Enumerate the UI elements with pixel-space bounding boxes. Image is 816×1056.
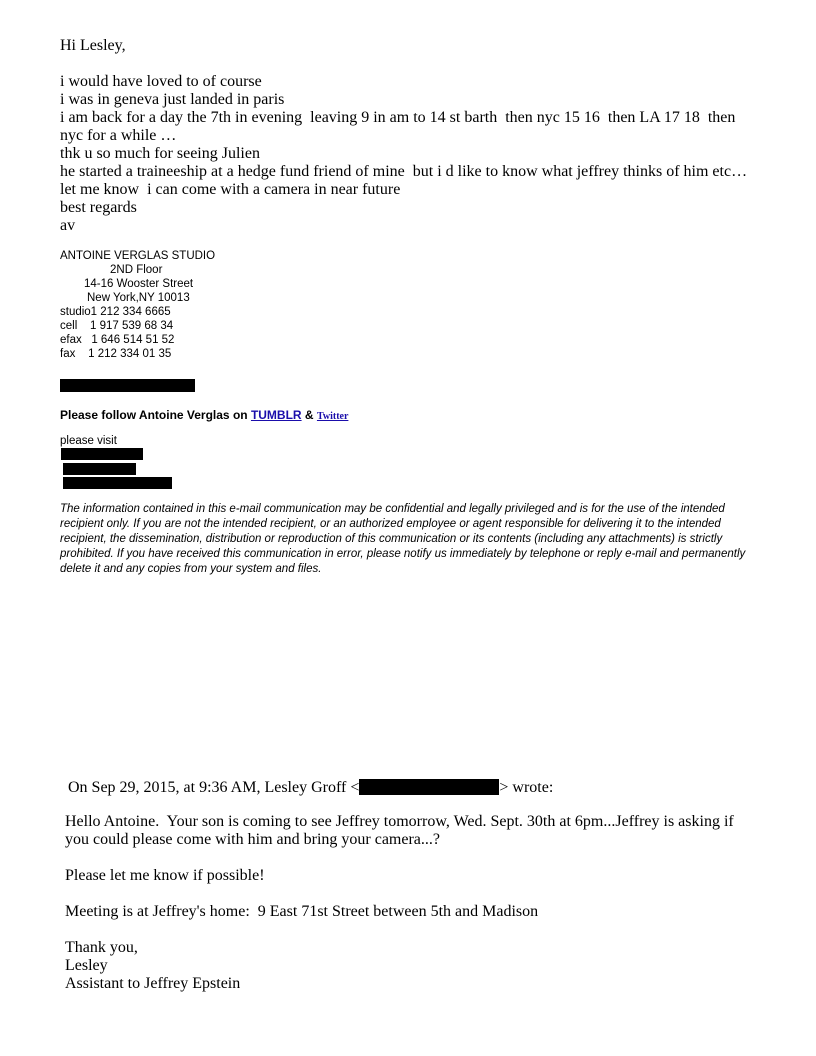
quoted-para2: Please let me know if possible!: [65, 867, 265, 884]
disclaimer: The information contained in this e-mail communication may be confidential and legally privileged and is for the use of the intended recipient only. If you are not the intended recipient, or an authorized employee or agent responsible for delivering it to the intended recipient, the dissemination, distribution or reproduction of this communication or its contents (including any attachments) is strictly prohibited. If you have received this communication in error, please notify us immediately by telephone or reply e-mail and permanently delete it and any copies from your system and files.: [60, 503, 746, 575]
reply-line: let me know i can come with a camera in near future: [60, 181, 401, 198]
follow-prefix: Please follow Antoine Verglas on: [60, 408, 251, 422]
quoted-title: Assistant to Jeffrey Epstein: [65, 975, 241, 992]
redacted-link[interactable]: [63, 477, 172, 489]
quoted-para1-line1: Hello Antoine. Your son is coming to see Jeffrey tomorrow, Wed. Sept. 30th at 6pm...Jeffrey is asking if: [65, 813, 734, 830]
reply-line: av: [60, 217, 76, 234]
studio-street: 14-16 Wooster Street: [84, 278, 194, 290]
reply-line: he started a traineeship at a hedge fund friend of mine but i d like to know what jeffrey thinks of him etc…: [60, 163, 748, 180]
quoted-header-prefix: On Sep 29, 2015, at 9:36 AM, Lesley Groff <: [68, 779, 360, 796]
quoted-body: [65, 813, 734, 993]
reply-line: i was in geneva just landed in paris: [60, 91, 285, 108]
quoted-header: [60, 761, 553, 797]
quoted-para1-line2: you could please come with him and bring your camera...?: [65, 831, 440, 848]
redacted-email: [60, 379, 195, 392]
studio-floor: 2ND Floor: [110, 264, 163, 276]
redacted-sender-email: [359, 779, 499, 795]
visit-label: please visit: [60, 435, 117, 447]
redacted-link[interactable]: [61, 448, 143, 460]
tumblr-link[interactable]: TUMBLR: [250, 408, 302, 422]
studio-name: ANTOINE VERGLAS STUDIO: [60, 250, 216, 262]
greeting: Hi Lesley,: [60, 37, 126, 54]
follow-amp: &: [301, 408, 317, 422]
fax-number: fax 1 212 334 01 35: [60, 348, 172, 360]
cell-phone: cell 1 917 539 68 34: [60, 320, 174, 332]
reply-line: i am back for a day the 7th in evening leaving 9 in am to 14 st barth then nyc 15 16 then LA 17 18 then: [60, 109, 736, 126]
reply-line: best regards: [60, 199, 137, 216]
studio-phone: studio1 212 334 6665: [60, 306, 171, 318]
quoted-name: Lesley: [65, 957, 108, 974]
signature-block: [60, 249, 215, 361]
quoted-header-suffix: > wrote:: [499, 779, 554, 796]
efax-number: efax 1 646 514 51 52: [60, 334, 175, 346]
studio-city: New York,NY 10013: [87, 292, 190, 304]
reply-body: [60, 37, 747, 235]
twitter-link[interactable]: Twitter: [316, 411, 349, 422]
quoted-para3: Meeting is at Jeffrey's home: 9 East 71st Street between 5th and Madison: [65, 903, 539, 920]
redacted-link[interactable]: [63, 463, 136, 475]
reply-line: thk u so much for seeing Julien: [60, 145, 260, 162]
reply-line: i would have loved to of course: [60, 73, 262, 90]
reply-line: nyc for a while …: [60, 127, 177, 144]
follow-line: [60, 408, 348, 424]
quoted-thanks: Thank you,: [65, 939, 138, 956]
